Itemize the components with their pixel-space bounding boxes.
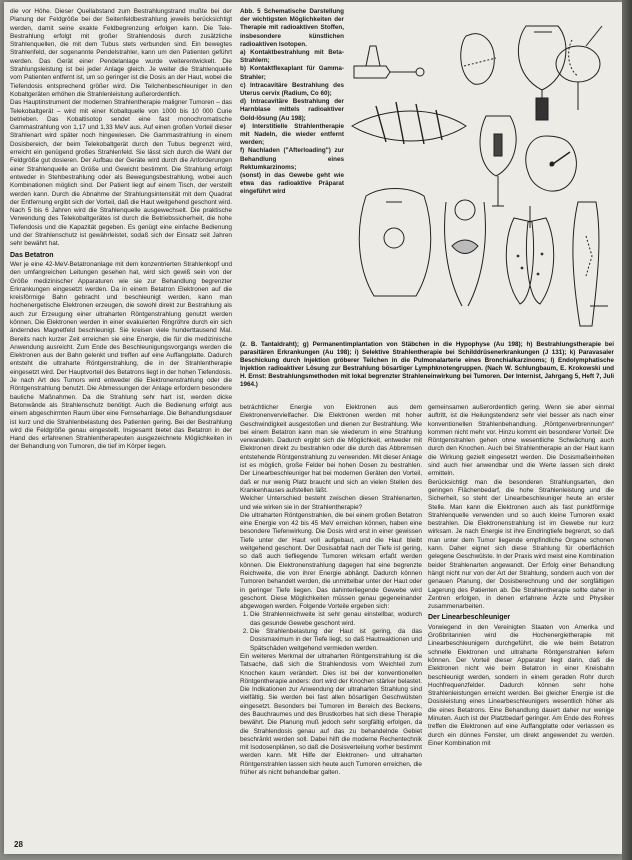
section-heading-betatron: Das Betatron <box>10 251 54 259</box>
neck-drawing <box>445 200 486 306</box>
column-middle <box>240 404 422 836</box>
figure-intro: Abb. 5 Schematische Darstellung der wichtigsten Möglichkeiten der Therapie mit radioaktiven Stoffen, insbesondere künstlichen radioaktiven Isotopen. <box>240 8 344 48</box>
figure-item: b) Kontaktflexaplant für Gamma-Strahler; <box>240 65 344 81</box>
figure-item: a) Kontaktbestrahlung mit Beta-Strahlern; <box>240 49 344 65</box>
paragraph: die vor Höhe. Dieser Quellabstand zum Bestrahlungstrand mußte bei der Planung der Feldgröße bei der Seitenfeldbestrahlung jeweils berücksichtigt werden, damit seine exakte Feldbegrenzung erfolgen kann. Die Tele-Bestrahlung erfolgt mit großer Strahlendosis durch zusätzliche Strahlenquellen, die mit dem Tubus stets verbunden sind. Ein bewegtes Strahlenfeld, der sogenannte Pendelstrahler, kann um den Patienten geführt werden. Das Gerät einer Pendelanlage wurde weiterentwickelt. Die Strahlungsleistung ist bei jeder Anlage gleich. Je weiter die Strahlenquelle vom Patienten entfernt ist, um so geringer ist die Dosis an der Haut, wobei die Tiefendosis entsprechend größer wird. Die Teilchenbeschleuniger in den Kobaltgeräten erhöhen die Strahlenleistung außerordentlich. <box>10 8 232 98</box>
figure-item: d) Intracavitäre Bestrahlung der Harnblase mittels radioaktiver Gold-lösung (Au 198); <box>240 98 344 122</box>
paragraph: Das Hauptinstrument der modernen Strahlentherapie maligner Tumoren – das Telekobaltgerät – wird mit einer Kobaltquelle von 1000 bis 10 000 Curie betrieben. Das Kobaltisotop sendet eine fast monochromatische Gammastrahlung von 1,17 und 1,33 MeV aus. Auf einen großen Vorteil dieser Strahlenart wird später noch hingewiesen. Die Gammastrahlung in einem Dosisbereich, der beim Telekobaltgerät durch den Tubus begrenzt wird, erreicht ein genügend großes Strahlenfeld. Sie lässt sich durch die Wahl der Feldgröße gut dosieren. Der Aufbau der Geräte wird durch die Anforderungen einer Strahlenquelle an Größe und Gewicht bestimmt. Die Strahlung erfolgt entweder in Stehbestrahlung oder als Bewegungsbestrahlung, wobei auch Kombinationen möglich sind. Der Patient liegt auf einem Tisch, der verstellt werden kann. Durch die Abnahme der Strahlungsintensität mit dem Quadrat der Entfernung ergibt sich der Vorteil, daß die Haut weitgehend geschont wird. Nach 5 bis 6 Jahren wird die Strahlenquelle ausgewechselt. Die praktische Verwendung des Telekobaltgerätes ist durch die Betriebssicherheit, die hohe Tiefendosis und die Kapazität gegeben. Es genügt eine einfache Bedienung und der Strahlenschutz ist gewährleistet, sodaß sich der Einsatz seit Jahren sehr bewährt hat. <box>10 99 232 248</box>
therapy-illustration <box>346 6 616 338</box>
magazine-page <box>4 2 622 854</box>
figure-item: f) Nachladen ("Afterloading") zur Behandlung eines Rektumkarzinoms; <box>240 147 344 171</box>
paragraph: beträchtlicher Energie von Elektronen aus dem Elektronenvervielfacher. Die Elektronen werden mit hoher Geschwindigkeit ausgestoßen und dienen zur Bestrahlung. Wie bei einem Betatron kann man sie wiederum in eine Strahlung verwandeln. Dadurch ergibt sich die Möglichkeit, entweder mit Elektronen direkt zu bestrahlen oder die durch das Abbremsen entstehende Röntgenstrahlung zu verwenden. Mit dieser Anlage ist es möglich, große Felder bei hohen Dosen zu bestrahlen. Der Linearbeschleuniger hat bei modernen Geräten den Vorteil, daß er nur wenig Platz braucht und sich an vielen Stellen des Krankenhauses aufstellen läßt. <box>240 404 422 494</box>
paragraph: Die ultraharten Röntgenstrahlen, die bei einem großen Betatron eine Energie von 42 bis 45 MeV erreichen können, haben eine besondere Tiefenwirkung. Die Dosis wird erst in einer gewissen Tiefe unter der Haut voll aufgebaut, und die Haut bleibt weitgehend geschont. Der Dosisabfall nach der Tiefe ist gering, so daß auch tiefliegende Tumoren wirksam erfaßt werden können. Die Elektronenstrahlung dagegen hat eine begrenzte Reichweite, die von ihrer Energie abhängt. Dadurch können Tumoren behandelt werden, die unmittelbar unter der Haut oder in geringer Tiefe liegen. Das dahinterliegende Gewebe wird geschont. Diese Möglichkeiten müssen genau gegeneinander abgewogen werden. Folgende Vorteile ergeben sich: <box>240 511 422 611</box>
paragraph: Vorwiegend in den Vereinigten Staaten von Amerika und Großbritannien wird die Hochenergietherapie mit Linearbeschleunigern durchgeführt, die wie beim Betatron schnelle Elektronen und ultraharte Röntgenstrahlen liefern können. Der Vorteil dieser Apparatur liegt darin, daß die Elektronen nicht wie beim Betatron in einer Kreisbahn beschleunigt werden, sondern in einem geraden Rohr durch Hochfrequenzfelder. Dadurch können sehr hohe Strahlenleistungen erreicht werden. Bei gleicher Energie ist die Dosisleistung eines Linearbeschleunigers wesentlich höher als die eines Betatrons. Eine Behandlung dauert daher nur wenige Minuten. Auch ist der Platzbedarf geringer. Am Ende des Rohres treffen die Elektronen auf eine Auffangplatte oder verlassen es durch ein dünnes Fenster, um direkt angewendet zu werden. Einer Kombination mit <box>428 623 614 747</box>
rectum-drawing <box>480 116 516 206</box>
needles-drawing <box>352 102 466 144</box>
paragraph: gemeinsamen außerordentlich gering. Wenn sie aber einmal auftritt, ist die Heilungstendenz sehr viel besser als nach einer konventionellen Strahlenbehandlung. „Röntgenverbrennungen“ kommen nicht mehr vor. Hinzu kommt ein besonderer Vorteil: Die Röntgenstrahlen gehen ohne wesentliche Schwächung auch durch den Knochen. Auch bei Strahlentherapie an der Haut kann die Wirkung gezielt eingesetzt werden. Die Dosismaßeinheiten sind auch hier anwendbar und die Werte lassen sich direkt ermitteln. <box>428 404 614 478</box>
paragraph: Welcher Unterschied besteht zwischen diesen Strahlenarten, und wie wirken sie in der Strahlentherapie? <box>240 495 422 511</box>
paragraph: Wer je eine 42-MeV-Betatronanlage mit dem konzentrierten Strahlenkopf und den umfangreichen Leitungen gesehen hat, wird sich gewiß sein von der Größe medizinischer Apparaturen wie sie zur Behandlung begrenzter Erkrankungen eingesetzt werden. Da in einem Betatron Elektronen auf die kreisförmige Bahn gebracht und beschleunigt werden, kann man hochenergetische Elektronen erzeugen, die sowohl direkt zur Bestrahlung als auch zur Erzeugung einer ultraharten Röntgenstrahlung genutzt werden können. Die Elektronen werden in einer evakuierten Ringröhre durch ein sich änderndes Magnetfeld beschleunigt. Sie kreisen viele hunderttausend Mal. Bereits nach kurzer Zeit erreichen sie eine Energie, die für die medizinische Anwendung ausreicht. Zum Ende des Beschleunigungsvorgangs werden die Elektronen aus der Bahn gelenkt und treffen auf eine Auffangplatte. Dadurch entsteht die ultraharte Röntgenstrahlung, die in der Strahlentherapie eingesetzt wird. Der Hauptvorteil des Betatrons liegt in der hohen Tiefendosis. Je nach Art des Tumors wird entweder die Elektronenstrahlung oder die Röntgenstrahlung benutzt. Die Abmessungen der Anlage erfordern besondere bauliche Maßnahmen. Da die Strahlung sehr hart ist, werden dicke Betonwände als Strahlenschutz benötigt. Auch die Bedienung erfolgt aus einem abgeschirmten Raum über eine Fernsehanlage. Die Behandlungsdauer ist kurz und die Strahlenbelastung des Patienten gering. Bei der Bestrahlung wird die Feldgröße genau eingestellt. Insgesamt bietet das Betatron in der Hand des erfahrenen Strahlentherapeuten ausgezeichnete Möglichkeiten in der Behandlung von Tumoren, die tief im Körper liegen. <box>10 260 232 451</box>
head-drawing <box>526 136 577 191</box>
torso-drawing <box>359 189 430 297</box>
column-left <box>10 8 232 834</box>
numbered-list <box>240 611 422 652</box>
figure-caption: (z. B. Tantaldraht); g) Permanentimplantation von Stäbchen in die Hypophyse (Au 198); h) Bestrahlungstherapie bei parasitären Erkrankungen (Au 198); i) Selektive Strahlentherapie bei Schilddrüsenerkrankungen (J 131); k) Paravasaler Beschickung durch Injektion gröberer Teilchen in die Pulmonalarterie eines Bronchialkarzinoms; l) Endolymphatische Injektion radioaktiver Lösung zur Bestrahlung bösartiger Lymphknotengruppen. (Nach W. Schlungbaum, E. Krokowski und H. Ernst: Bestrahlungsmethoden mit lokal begrenzter Strahleneinwirkung bei Tumoren. Der Internist, Jahrgang 5, Heft 7, Juli 1964.) <box>240 341 614 389</box>
lung-drawing <box>506 206 553 304</box>
paragraph: Berücksichtigt man die besonderen Strahlungsarten, den geringen Flächenbedarf, die hohe Strahlenleistung und die Sicherheit, so steht der Linearbeschleuniger heute an erster Stelle. Man kann die Elektronen auch als fast punktförmige Strahlenquelle verwenden und so auch kleine Tumoren exakt bestrahlen. Die Elektronenstrahlung ist im Gewebe nur kurz wirksam. Je nach Energie ist ihre Eindringtiefe begrenzt, so daß man unter dem Tumor liegende empfindliche Organe schonen kann. Daher eignet sich diese Strahlung für oberflächlich gelegene Geschwülste. In der Praxis wird meist eine Kombination beider Strahlenarten angewandt. Der Erfolg einer Behandlung hängt nicht nur von der Art der Strahlung, sondern auch von der genauen Planung, der Dosisberechnung und der sorgfältigen Lagerung des Patienten ab. Die Strahlentherapie sollte daher in Zentren erfolgen, in denen erfahrene Ärzte und Physiker zusammenarbeiten. <box>428 478 614 611</box>
book-gutter-shadow <box>622 0 632 860</box>
paragraph: Ein weiteres Merkmal der ultraharten Röntgenstrahlung ist die Tatsache, daß sich die Strahlendosis vom Weichteil zum Knochen kaum verändert. Dies ist bei der konventionellen Röntgentherapie anders: dort wird der Knochen stärker belastet. Die Indikationen zur Anwendung der ultraharten Strahlung sind vielfältig. Sie werden bei fast allen bösartigen Geschwülsten eingesetzt. Besonders bei Tumoren im Bereich des Beckens, des Bauchraumes und des Brustkorbes hat sich diese Therapie bewährt. Die Planung muß jedoch sehr sorgfältig erfolgen, da die Strahlendosis genau auf das zu behandelnde Gebiet beschränkt werden soll. Dabei hilft die moderne Rechentechnik mit Isodosenplänen, so daß die Dosisverteilung vorher bestimmt werden kann. Mit Hilfe der Elektronen- und ultraharten Röntgenstrahlen lassen sich heute auch Tumoren erreichen, die früher als nicht behandelbar galten. <box>240 652 422 777</box>
figure-trail: (sonst) in das Gewebe geht wie etwa das radioaktive Präparat eingeführt wird <box>240 172 344 196</box>
column-right <box>428 404 614 836</box>
tooth-drawing <box>461 34 496 85</box>
figure-item: c) Intracavitäre Bestrahlung des Uterus cervix (Radium, Co 60); <box>240 81 344 98</box>
applicator-drawing <box>354 46 424 78</box>
page-number: 28 <box>14 840 23 849</box>
figure-item: e) Interstitielle Strahlentherapie mit Nadeln, die wieder entfernt werden; <box>240 122 344 147</box>
figure-legend <box>240 8 344 197</box>
leg-drawing <box>573 202 608 326</box>
list-item: 1. Die Strahlenreichweite ist sehr genau einstellbar, wodurch das gesunde Gewebe geschont wird. <box>250 611 422 628</box>
list-item: 2. Die Strahlenbelastung der Haut ist gering, da das Dosismaximum in der Tiefe liegt, so daß Hautreaktionen und Spätschäden weitgehend vermieden werden. <box>250 628 422 653</box>
section-heading-linearbeschleuniger: Der Linearbeschleuniger <box>428 614 511 622</box>
